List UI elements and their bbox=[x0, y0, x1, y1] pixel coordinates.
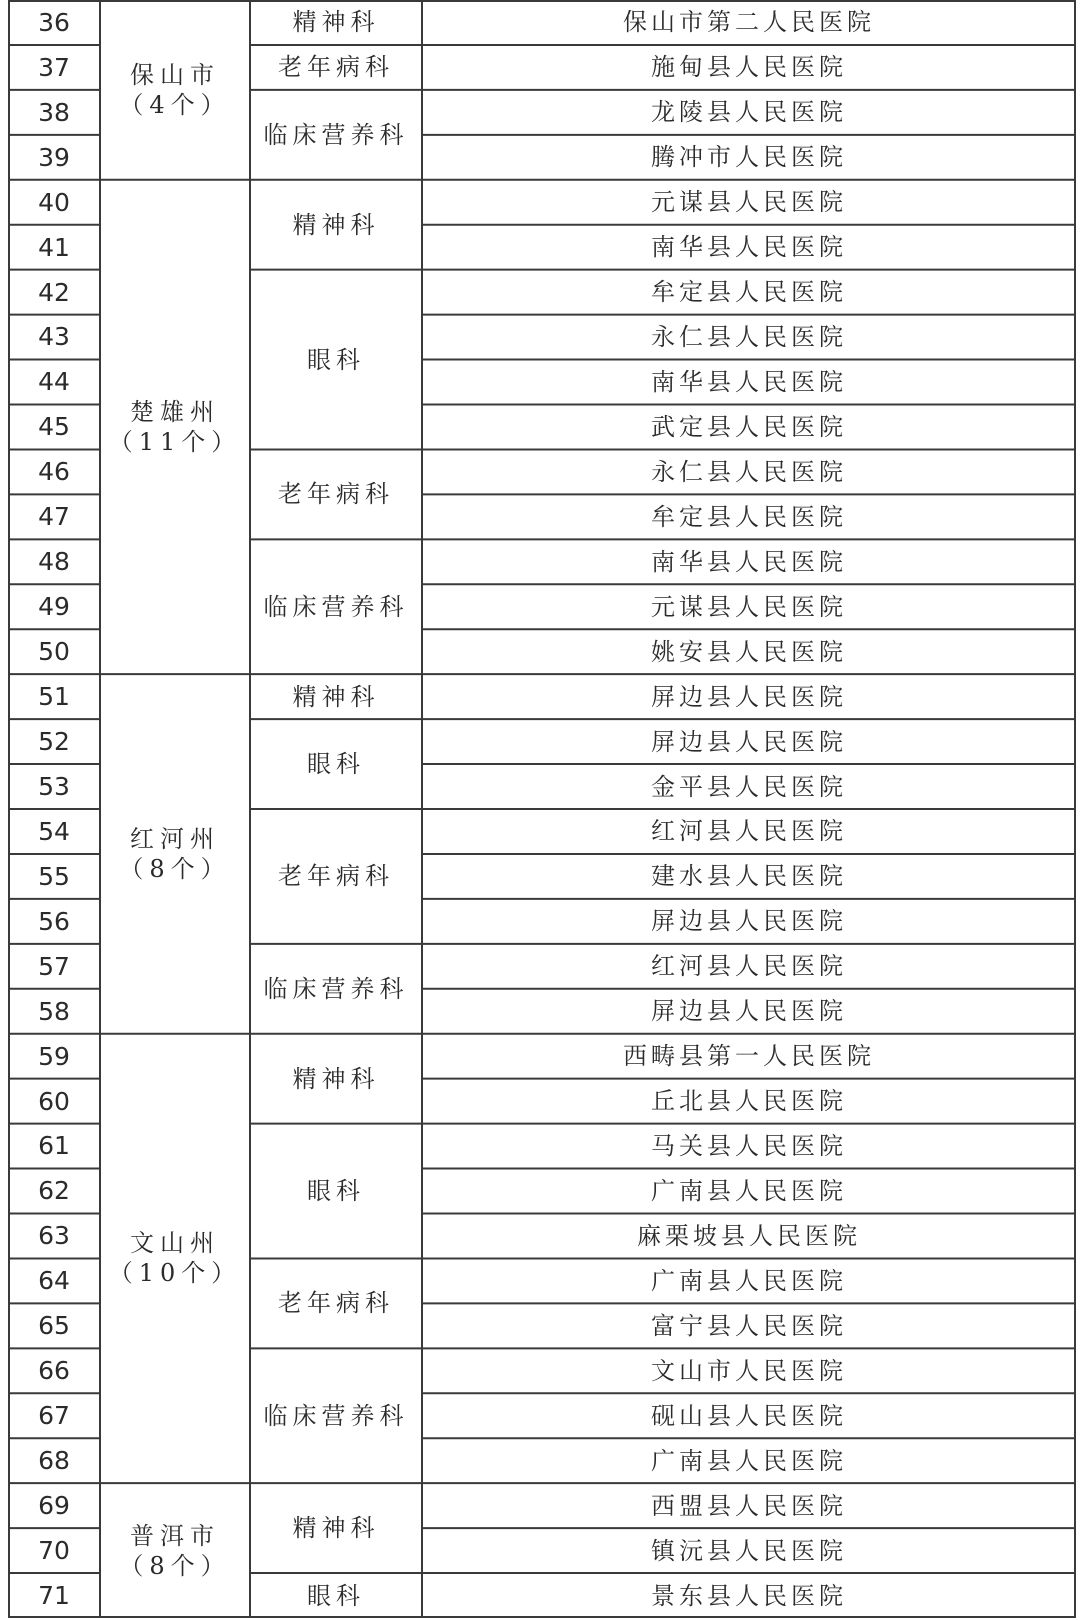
hospital-cell: 西盟县人民医院 bbox=[651, 1491, 847, 1520]
hospital-cell: 元谋县人民医院 bbox=[651, 592, 847, 621]
hospital-cell: 南华县人民医院 bbox=[651, 547, 847, 576]
row-number-cell: 65 bbox=[38, 1311, 70, 1341]
row-number-cell: 61 bbox=[38, 1131, 70, 1161]
row-number-cell: 67 bbox=[38, 1401, 70, 1431]
hospital-cell: 西畴县第一人民医院 bbox=[623, 1042, 875, 1071]
row-number-cell: 71 bbox=[38, 1580, 70, 1610]
department-cell: 精神科 bbox=[292, 1064, 380, 1093]
hospital-cell: 广南县人民医院 bbox=[651, 1266, 847, 1295]
row-number-cell: 66 bbox=[38, 1356, 70, 1386]
city-cell: 红河州 （8个） bbox=[119, 824, 231, 883]
department-cell: 临床营养科 bbox=[263, 974, 409, 1003]
department-cell: 精神科 bbox=[292, 210, 380, 239]
hospital-cell: 牟定县人民医院 bbox=[651, 502, 847, 531]
row-number-cell: 39 bbox=[38, 142, 70, 172]
department-cell: 眼科 bbox=[307, 750, 365, 779]
hospital-cell: 麻栗坡县人民医院 bbox=[637, 1221, 861, 1250]
hospital-cell: 屏边县人民医院 bbox=[651, 907, 847, 936]
department-cell: 老年病科 bbox=[278, 53, 394, 82]
row-number-cell: 41 bbox=[38, 232, 70, 262]
department-cell: 精神科 bbox=[292, 8, 380, 37]
city-cell: 普洱市 （8个） bbox=[119, 1521, 231, 1580]
row-number-cell: 42 bbox=[38, 277, 70, 307]
row-number-cell: 45 bbox=[38, 412, 70, 442]
row-number-cell: 56 bbox=[38, 906, 70, 936]
city-cell: 文山州 （10个） bbox=[108, 1229, 242, 1288]
department-cell: 眼科 bbox=[307, 1177, 365, 1206]
hospital-cell: 红河县人民医院 bbox=[651, 952, 847, 981]
row-number-cell: 38 bbox=[38, 97, 70, 127]
row-number-cell: 40 bbox=[38, 187, 70, 217]
hospital-cell: 红河县人民医院 bbox=[651, 817, 847, 846]
row-number-cell: 43 bbox=[38, 322, 70, 352]
hospital-cell: 牟定县人民医院 bbox=[651, 278, 847, 307]
row-number-cell: 59 bbox=[38, 1041, 70, 1071]
row-number-cell: 58 bbox=[38, 996, 70, 1026]
hospital-cell: 元谋县人民医院 bbox=[651, 188, 847, 217]
hospital-cell: 屏边县人民医院 bbox=[651, 727, 847, 756]
department-cell: 眼科 bbox=[307, 1581, 365, 1610]
row-number-cell: 53 bbox=[38, 771, 70, 801]
hospital-cell: 建水县人民医院 bbox=[651, 862, 847, 891]
department-cell: 精神科 bbox=[292, 682, 380, 711]
hospital-cell: 南华县人民医院 bbox=[651, 368, 847, 397]
department-cell: 老年病科 bbox=[278, 480, 394, 509]
row-number-cell: 70 bbox=[38, 1535, 70, 1565]
row-number-cell: 37 bbox=[38, 52, 70, 82]
row-number-cell: 69 bbox=[38, 1491, 70, 1520]
hospital-cell: 马关县人民医院 bbox=[651, 1132, 847, 1161]
city-cell: 楚雄州 （11个） bbox=[108, 397, 242, 456]
hospital-cell: 广南县人民医院 bbox=[651, 1177, 847, 1206]
row-number-cell: 46 bbox=[38, 457, 70, 487]
hospital-cell: 腾冲市人民医院 bbox=[651, 143, 847, 172]
department-cell: 眼科 bbox=[307, 345, 365, 374]
row-number-cell: 57 bbox=[38, 951, 70, 981]
hospital-cell: 龙陵县人民医院 bbox=[651, 98, 847, 127]
row-number-cell: 62 bbox=[38, 1176, 70, 1206]
department-cell: 老年病科 bbox=[278, 1289, 394, 1318]
hospital-cell: 丘北县人民医院 bbox=[651, 1087, 847, 1116]
hospital-cell: 永仁县人民医院 bbox=[651, 457, 847, 486]
row-number-cell: 44 bbox=[38, 367, 70, 397]
row-number-cell: 52 bbox=[38, 726, 70, 756]
row-number-cell: 68 bbox=[38, 1446, 70, 1476]
hospital-cell: 景东县人民医院 bbox=[651, 1581, 847, 1610]
hospital-cell: 广南县人民医院 bbox=[651, 1446, 847, 1475]
row-number-cell: 36 bbox=[38, 7, 70, 37]
department-cell: 临床营养科 bbox=[263, 592, 409, 621]
hospital-cell: 南华县人民医院 bbox=[651, 233, 847, 262]
row-number-cell: 60 bbox=[38, 1086, 70, 1116]
hospital-cell: 镇沅县人民医院 bbox=[651, 1536, 847, 1565]
row-number-cell: 54 bbox=[38, 816, 70, 846]
hospital-cell: 永仁县人民医院 bbox=[651, 323, 847, 352]
department-cell: 临床营养科 bbox=[263, 1401, 409, 1430]
hospital-cell: 富宁县人民医院 bbox=[651, 1311, 847, 1340]
row-number-cell: 63 bbox=[38, 1221, 70, 1251]
row-number-cell: 50 bbox=[38, 637, 70, 667]
hospital-cell: 施甸县人民医院 bbox=[651, 53, 847, 82]
department-cell: 老年病科 bbox=[278, 862, 394, 891]
hospital-cell: 屏边县人民医院 bbox=[651, 682, 847, 711]
department-cell: 精神科 bbox=[292, 1514, 380, 1543]
hospital-cell: 屏边县人民医院 bbox=[651, 997, 847, 1026]
row-number-cell: 51 bbox=[38, 682, 70, 711]
city-cell: 保山市 （4个） bbox=[119, 60, 231, 119]
hospital-table bbox=[8, 0, 1076, 1618]
row-number-cell: 48 bbox=[38, 547, 70, 577]
hospital-cell: 姚安县人民医院 bbox=[651, 637, 847, 666]
hospital-cell: 武定县人民医院 bbox=[651, 412, 847, 441]
hospital-cell: 文山市人民医院 bbox=[651, 1356, 847, 1385]
hospital-cell: 金平县人民医院 bbox=[651, 772, 847, 801]
department-cell: 临床营养科 bbox=[263, 120, 409, 149]
row-number-cell: 55 bbox=[38, 861, 70, 891]
hospital-cell: 保山市第二人民医院 bbox=[623, 8, 875, 37]
row-number-cell: 64 bbox=[38, 1266, 70, 1296]
row-number-cell: 47 bbox=[38, 502, 70, 532]
row-number-cell: 49 bbox=[38, 592, 70, 622]
hospital-cell: 砚山县人民医院 bbox=[651, 1401, 847, 1430]
